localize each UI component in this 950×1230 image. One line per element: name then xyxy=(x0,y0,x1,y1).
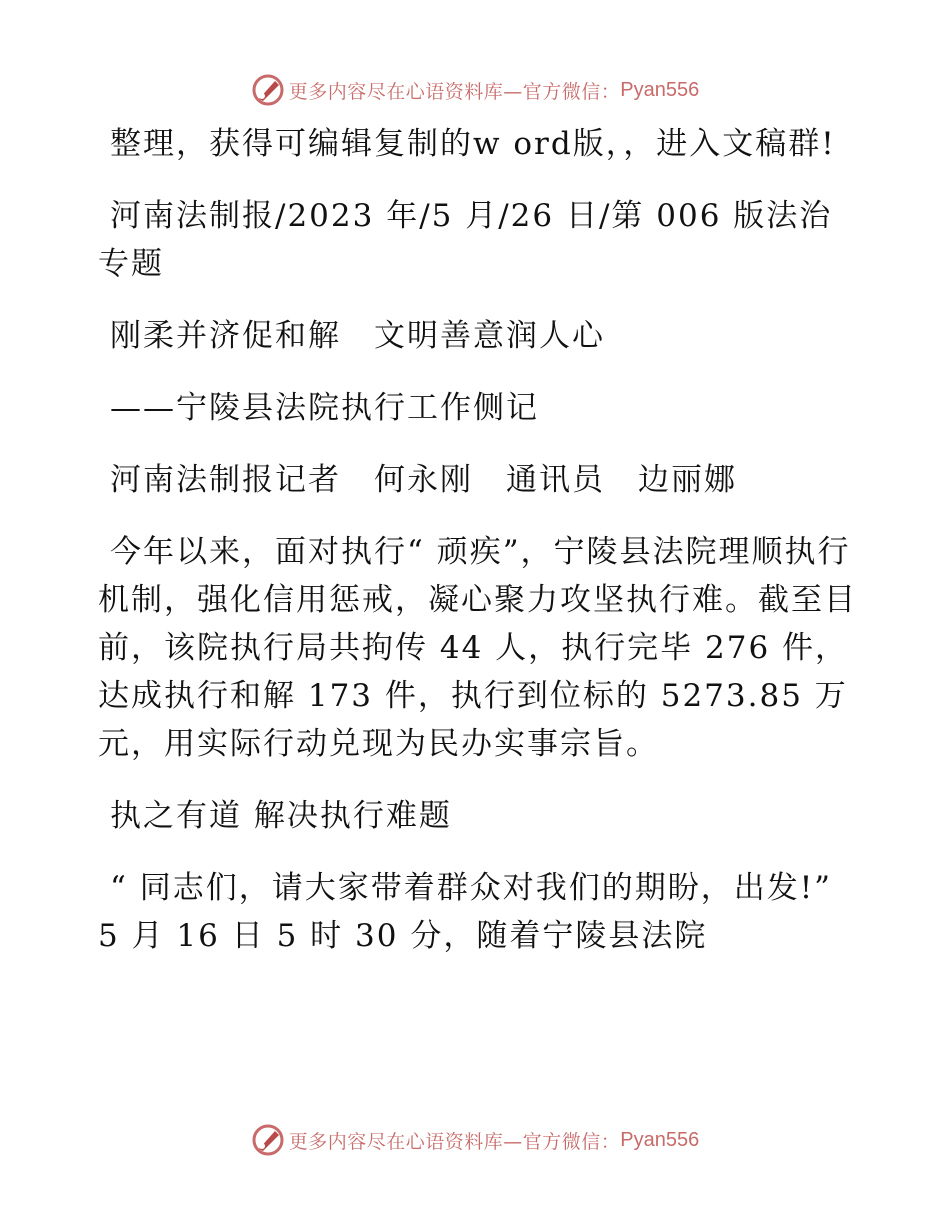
watermark-text: 更多内容尽在心语资料库—官方微信： xyxy=(288,80,621,103)
article-title: 刚柔并济促和解 文明善意润人心 xyxy=(110,318,605,354)
byline: 河南法制报记者 何永刚 通讯员 边丽娜 xyxy=(110,462,737,498)
watermark-header xyxy=(0,70,950,110)
body-paragraph-2: “ 同志们，请大家带着群众对我们的期盼，出发!” 5 月 16 日 5 时 30 分，随着宁陵县法院 xyxy=(98,870,833,954)
pen-logo-icon xyxy=(251,73,285,107)
document-body xyxy=(98,120,858,960)
watermark-text: 更多内容尽在心语资料库—官方微信： xyxy=(288,1130,621,1153)
body-paragraph-1: 今年以来，面对执行“ 顽疾”，宁陵县法院理顺执行机制，强化信用惩戒，凝心聚力攻坚执行难。截至目前，该院执行局共拘传 44 人，执行完毕 276 件，达成执行和解 173 件，执行到位标的 5273.85 万元，用实际行动兑现为民办实事宗旨。 xyxy=(98,534,857,762)
watermark-wechat-id: Pyan556 xyxy=(620,1128,700,1151)
pen-logo-icon xyxy=(251,1123,285,1157)
source-line: 河南法制报/2023 年/5 月/26 日/第 006 版法治专题 xyxy=(98,198,833,282)
intro-note: 整理，获得可编辑复制的w ord版，，进入文稿群! xyxy=(110,126,836,162)
watermark-wechat-id: Pyan556 xyxy=(620,78,700,101)
watermark-footer xyxy=(0,1120,950,1160)
section-heading: 执之有道 解决执行难题 xyxy=(110,798,452,834)
article-subtitle: ——宁陵县法院执行工作侧记 xyxy=(110,390,539,426)
